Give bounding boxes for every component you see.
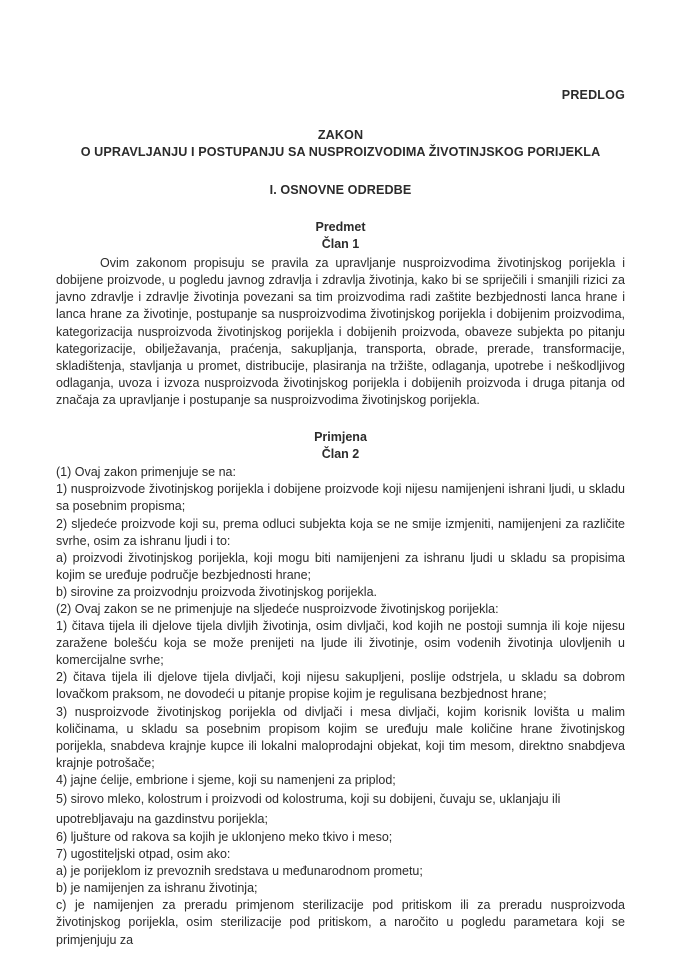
article-2-paragraph: a) je porijeklom iz prevoznih sredstava u međunarodnom prometu; <box>56 864 423 879</box>
article-2-paragraph: b) je namijenjen za ishranu životinja; <box>56 881 258 896</box>
article-2-paragraph-list <box>56 464 625 948</box>
document-label: PREDLOG <box>561 88 625 102</box>
article-2-name: Primjena <box>314 430 367 445</box>
law-title-line-2: O UPRAVLJANJU I POSTUPANJU SA NUSPROIZVODIMA ŽIVOTINJSKOG PORIJEKLA <box>80 145 601 159</box>
article-2-paragraph: 3) nusproizvode životinjskog porijekla od divljači i mesa divljači, kojim korisnik lovišta u malim količinama, u skladu sa posebnim propisom kojim se uređuju male količine hrane životinjskog porijekla, snabdeva krajnje kupce ili lokalni maloprodajni objekat, koji tim mesom, direktno snabdjeva krajnje potrošače; <box>56 704 625 770</box>
article-1-body: Ovim zakonom propisuju se pravila za upravljanje nusproizvodima životinjskog porijekla i dobijene proizvode, u pogledu javnog zdravlja i zdravlja životinja, kako bi se spriječili i smanjili rizici za javno zdravlje i zdravlje životinja povezani sa tim proizvodima radi zaštite bezbjednosti lanca hrane i lanca hrane za životinje, postupanje sa nusproizvodima životinjskog porijekla i dobijenim proizvodima, kategorizacija nusproizvoda životinjskog porijekla i dobijenih proizvoda, obaveze subjekta po pitanju kategorizacije, obilježavanja, praćenja, sakupljanja, transporta, obrade, prerade, transformacije, skladištenja, stavljanja u promet, distribucije, plasiranja na tržište, odlaganja, upotrebe i neškodljivog odlaganja, uvoza i izvoza nusproizvoda životinjskog porijekla i dobijenih proizvoda i druga pitanja od značaja za upravljanje i postupanje sa nusproizvodima životinjskog porijekla. <box>56 256 625 407</box>
page-content <box>56 0 625 949</box>
article-2-paragraph: 2) čitava tijela ili djelove tijela divljači, koji nijesu sakupljeni, poslije odstrjela, u skladu sa dobrom lovačkom praksom, ne dovodeći u pitanje propise kojim je regulisana bezbjednost hrane; <box>56 670 625 702</box>
article-1-number: Član 1 <box>321 236 360 251</box>
article-1-name: Predmet <box>315 220 366 234</box>
article-2-number: Član 2 <box>321 446 360 461</box>
article-2-paragraph: c) je namijenjen za preradu primjenom sterilizacije pod pritiskom ili za preradu nusproizvoda životinjskog porijekla, osim sterilizacije pod pritiskom, a naročito u pogledu parametara koji se primjenjuju za <box>56 898 625 947</box>
article-2-paragraph: 5) sirovo mleko, kolostrum i proizvodi od kolostruma, koji su dobijeni, čuvaju se, uklanjaju ili upotrebljavaju na gazdinstvu porijekla; <box>56 792 561 826</box>
article-2-paragraph: 2) sljedeće proizvode koji su, prema odluci subjekta koja se ne smije izmjeniti, namijenjeni za različite svrhe, osim za ishranu ljudi i to: <box>56 516 625 548</box>
article-1-heading <box>56 219 625 252</box>
section-heading: I. OSNOVNE ODREDBE <box>269 183 412 197</box>
article-2-paragraph: 1) čitava tijela ili djelove tijela divljih životinja, osim divljači, kod kojih ne postoji sumnja ili koje nijesu zaražene bolešću koja se može prenijeti na ljude ili životinje, osim vodenih životinja ulovljenih u komercijalne svrhe; <box>56 619 625 668</box>
law-title-block <box>56 127 625 161</box>
article-2-paragraph: (1) Ovaj zakon primenjuje se na: <box>56 465 236 480</box>
article-2-paragraph: 4) jajne ćelije, embrione i sjeme, koji su namenjeni za priplod; <box>56 772 396 787</box>
article-2-paragraph: 6) ljušture od rakova sa kojih je uklonjeno meko tkivo i meso; <box>56 830 393 844</box>
article-2-paragraph: a) proizvodi životinjskog porijekla, koji mogu biti namijenjeni za ishranu ljudi u skladu sa propisima kojim se uređuje područje bezbjednosti hrane; <box>56 550 625 582</box>
article-2-heading <box>56 429 625 462</box>
law-title-line-1: ZAKON <box>317 128 364 142</box>
article-2-paragraph: (2) Ovaj zakon se ne primenjuje na sljedeće nusproizvode životinjskog porijekla: <box>56 601 499 616</box>
article-2-paragraph: b) sirovine za proizvodnju proizvoda životinjskog porijekla. <box>56 584 377 599</box>
article-2-paragraph: 7) ugostiteljski otpad, osim ako: <box>56 847 231 862</box>
article-2-paragraph: 1) nusproizvode životinjskog porijekla i dobijene proizvode koji nijesu namijenjeni ishrani ljudi, u skladu sa posebnim propisma; <box>56 482 625 514</box>
